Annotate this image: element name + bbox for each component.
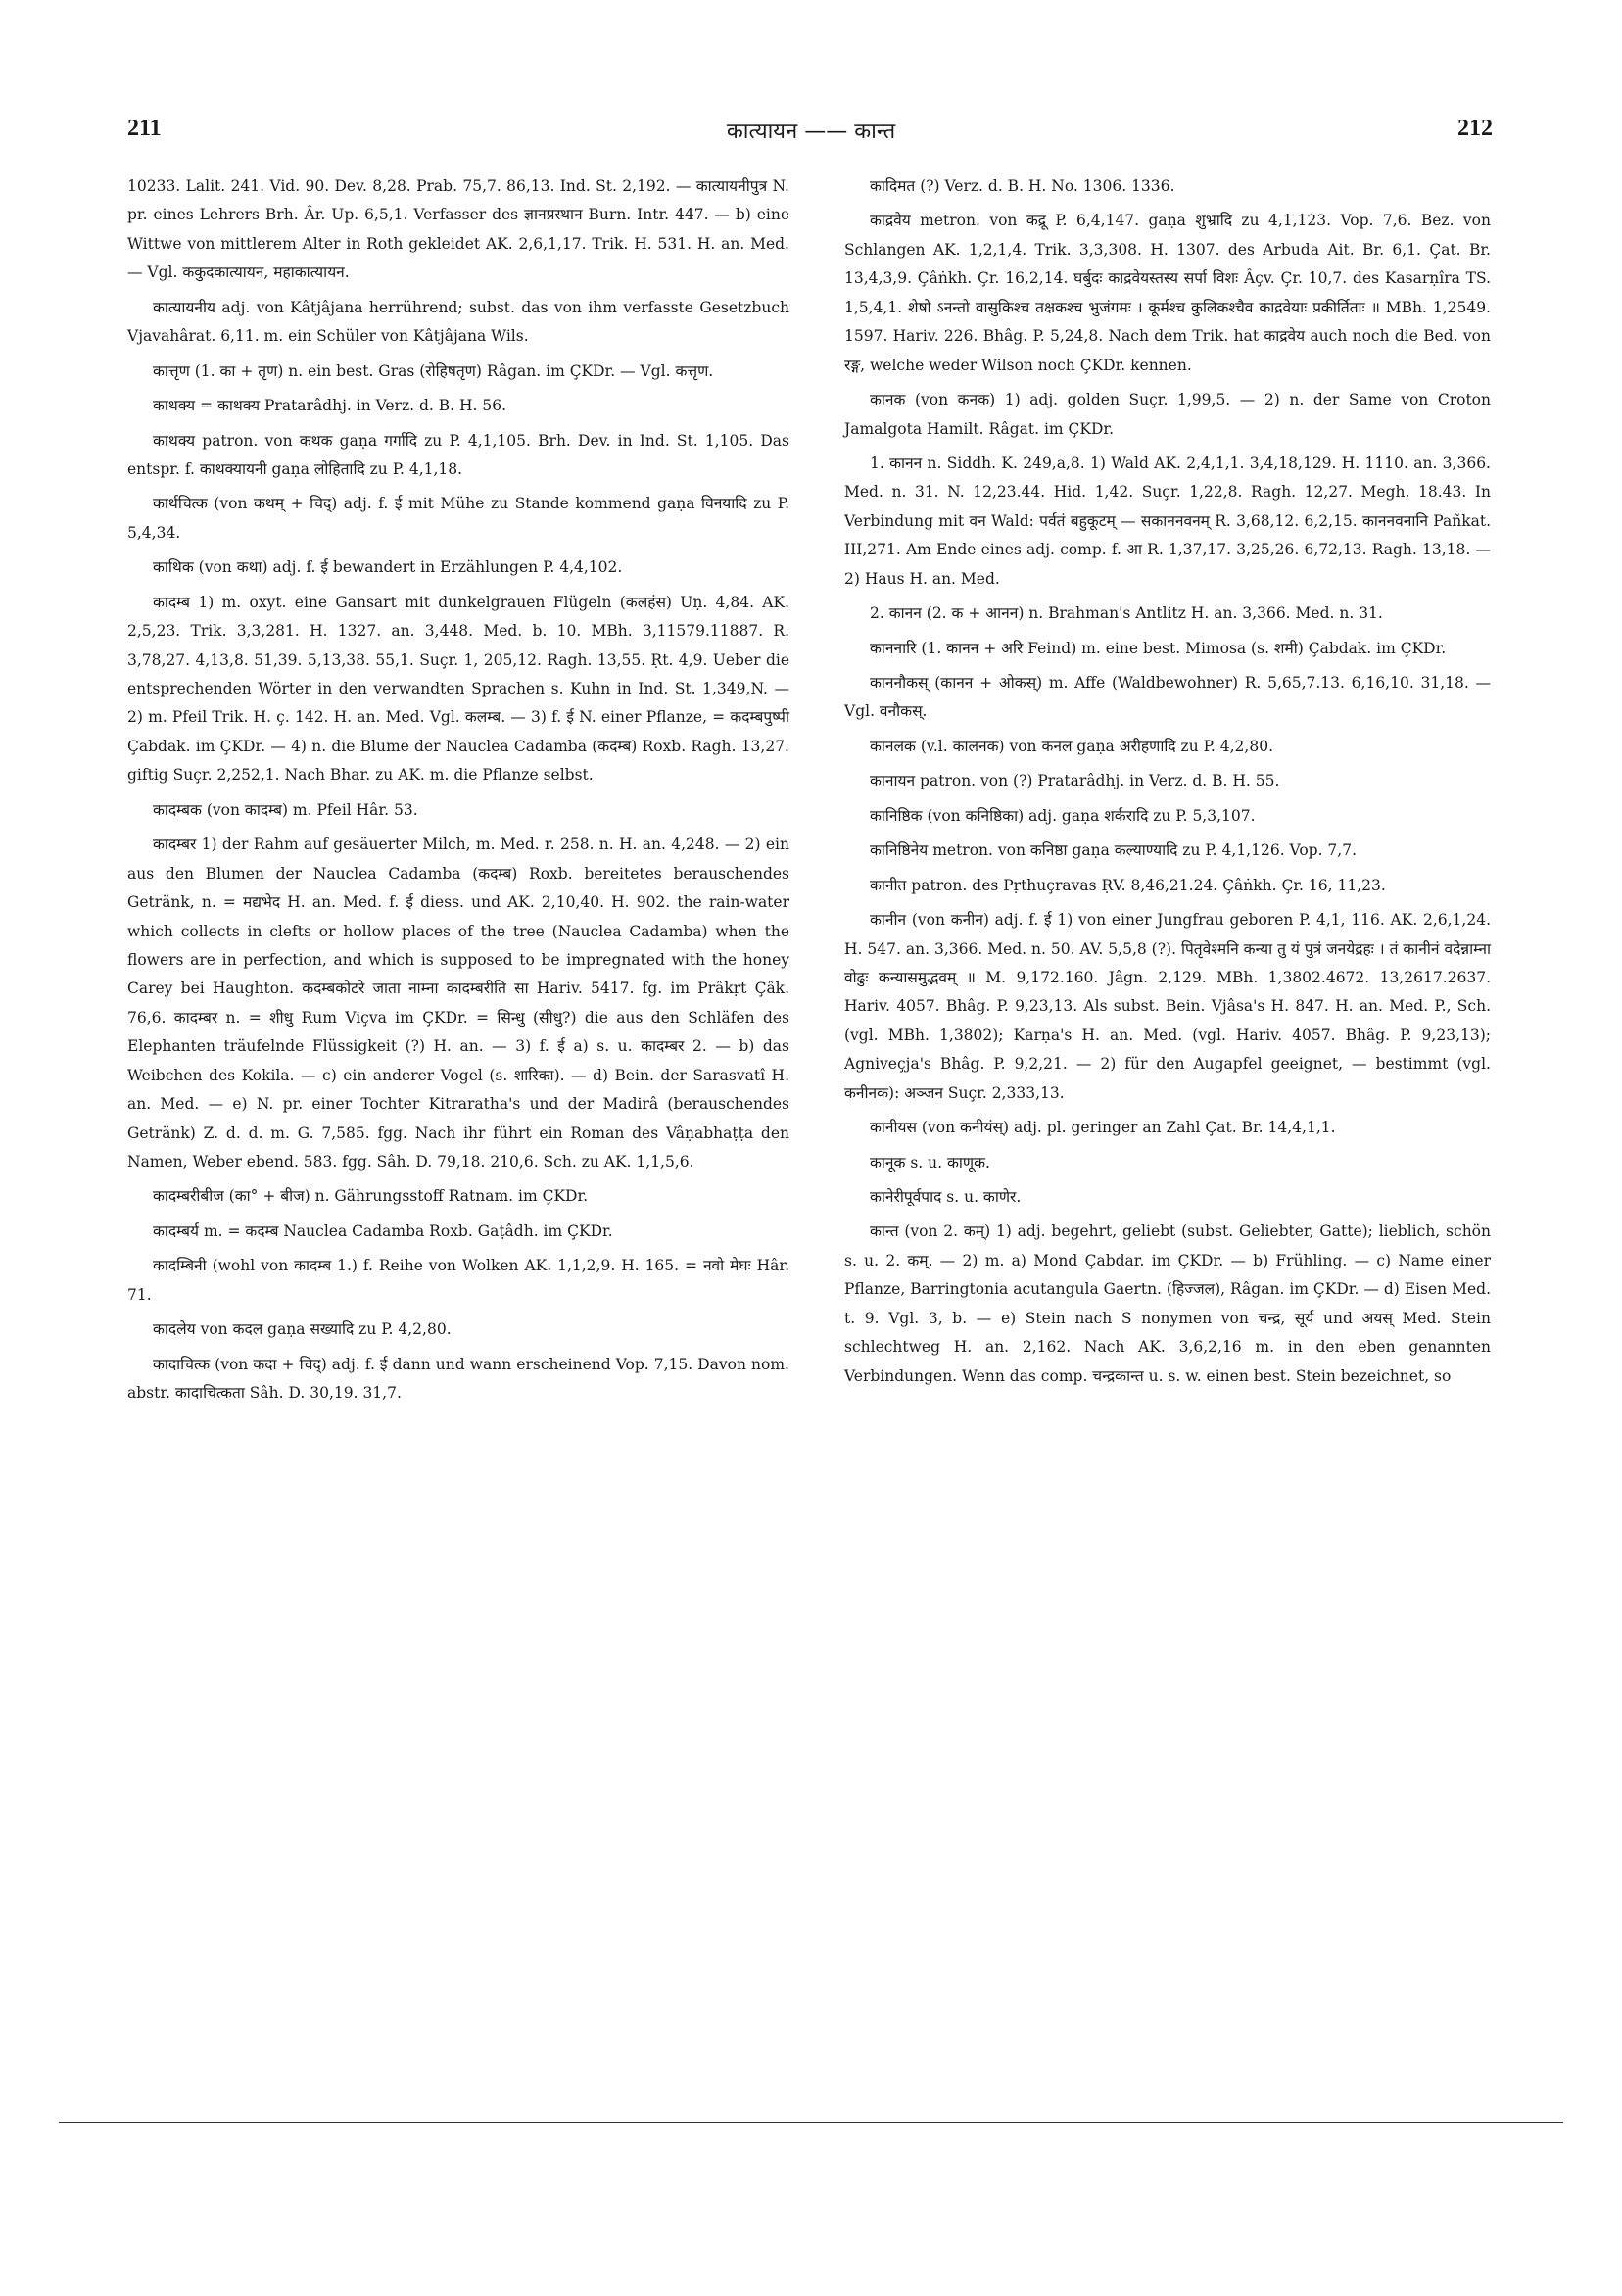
dictionary-entry: कादम्बरीबीज (का° + बीज) n. Gährungsstoff Ratnam. im ÇKDr. xyxy=(153,1187,589,1206)
page-number-left: 211 xyxy=(127,116,162,141)
dictionary-entry: काथक्य patron. von कथक gaṇa गर्गादि zu P. 4,1,105. Brh. Dev. in Ind. St. 1,105. Das entspr. f. काथक्यायनी gaṇa लोहितादि zu P. 4,1,18. xyxy=(127,431,789,478)
dictionary-entry: कानायन patron. von (?) Pratarâdhj. in Verz. d. B. H. 55. xyxy=(870,772,1280,790)
dictionary-entry: कानिष्ठिनेय metron. von कनिष्ठा gaṇa कल्याण्यादि zu P. 4,1,126. Vop. 7,7. xyxy=(870,841,1358,860)
dictionary-entry: कात्यायनीय adj. von Kâtjâjana herrührend; subst. das von ihm verfasste Gesetzbuch Vjavahârat. 6,11. m. ein Schüler von Kâtjâjana Wils. xyxy=(127,298,789,346)
left-column xyxy=(127,172,789,1414)
dictionary-entry: काननौकस् (कानन + ओकस्) m. Affe (Waldbewohner) R. 5,65,7.13. 6,16,10. 31,18. — Vgl. वनौकस्. xyxy=(844,674,1491,721)
running-title: कात्यायन —— कान्त xyxy=(726,120,896,144)
dictionary-entry: कानीत patron. des Pṛthuçravas ṚV. 8,46,21.24. Çâṅkh. Çr. 16, 11,23. xyxy=(870,876,1386,894)
dictionary-entry: कानीन (von कनीन) adj. f. ई 1) von einer Jungfrau geboren P. 4,1, 116. AK. 2,6,1,24. H. 547. an. 3,366. Med. n. 50. AV. 5,5,8 (?). पितृवेश्मनि कन्या तु यं पुत्रं जनयेद्रहः । तं कानीनं वदेन्नाम्ना वोढुः कन्यासमुद्भवम् ॥ M. 9,172.160. Jâgn. 2,129. MBh. 1,3802.4672. 13,2617.2637. Hariv. 4057. Bhâg. P. 9,23,13. Als subst. Bein. Vjâsa's H. 847. H. an. Med. P., Sch. (vgl. MBh. 1,3802); Karṇa's H. an. Med. (vgl. Hariv. 4057. Bhâg. P. 9,23,13); Agniveçja's Bhâg. P. 9,2,21. — 2) für den Augapfel geeignet, — bestimmt (vgl. कनीनक): अञ्जन Suçr. 2,333,13. xyxy=(844,911,1491,1102)
dictionary-entry: काथक्य = काथक्य Pratarâdhj. in Verz. d. B. H. 56. xyxy=(153,397,507,415)
page-header xyxy=(0,116,1622,155)
dictionary-entry: कानेरीपूर्वपाद s. u. काणेर. xyxy=(870,1188,1022,1206)
dictionary-entry: काथिक (von कथा) adj. f. ई bewandert in Erzählungen P. 4,4,102. xyxy=(153,558,623,577)
dictionary-entry: कादम्बक (von कादम्ब) m. Pfeil Hâr. 53. xyxy=(153,800,418,819)
right-column xyxy=(844,172,1491,1397)
dictionary-entry: 10233. Lalit. 241. Vid. 90. Dev. 8,28. Prab. 75,7. 86,13. Ind. St. 2,192. — कात्यायनीपुत्र N. pr. eines Lehrers Brh. Âr. Up. 6,5,1. Verfasser des ज्ञानप्रस्थान Burn. Intr. 447. — b) eine Wittwe von mittlerem Alter in Roth gekleidet AK. 2,6,1,17. Trik. H. 531. H. an. Med. — Vgl. ककुदकात्यायन, महाकात्यायन. xyxy=(127,177,789,282)
dictionary-entry: कानक (von कनक) 1) adj. golden Suçr. 1,99,5. — 2) n. der Same von Croton Jamalgota Hamilt. Râgat. im ÇKDr. xyxy=(844,391,1491,438)
dictionary-entry: कानीयस (von कनीयंस्) adj. pl. geringer an Zahl Çat. Br. 14,4,1,1. xyxy=(870,1119,1336,1137)
page-number-right: 212 xyxy=(1457,116,1493,141)
dictionary-entry: कानलक (v.l. कालनक) von कनल gaṇa अरीहणादि zu P. 4,2,80. xyxy=(870,737,1273,755)
dictionary-entry: काननारि (1. कानन + अरि Feind) m. eine best. Mimosa (s. शमी) Çabdak. im ÇKDr. xyxy=(870,639,1447,657)
dictionary-entry: कादम्बिनी (wohl von कादम्ब 1.) f. Reihe von Wolken AK. 1,1,2,9. H. 165. = नवो मेघः Hâr. 71. xyxy=(127,1257,789,1304)
dictionary-entry: काद्रवेय metron. von कद्रू P. 6,4,147. gaṇa शुभ्रादि zu 4,1,123. Vop. 7,6. Bez. von Schlangen AK. 1,2,1,4. Trik. 3,3,308. H. 1307. des Arbuda Ait. Br. 6,1. Çat. Br. 13,4,3,9. Çâṅkh. Çr. 16,2,14. घर्बुदः काद्रवेयस्तस्य सर्पा विशः Âçv. Çr. 10,7. des Kasarṇîra TS. 1,5,4,1. शेषो ऽनन्तो वासुकिश्च तक्षकश्च भुजंगमः । कूर्मश्च कुलिकश्चैव काद्रवेयाः प्रकीर्तिताः ॥ MBh. 1,2549. 1597. Hariv. 226. Bhâg. P. 5,24,8. Nach dem Trik. hat काद्रवेय auch noch die Bed. von रङ्ग, welche weder Wilson noch ÇKDr. kennen. xyxy=(844,212,1491,374)
dictionary-entry: कानूक s. u. काणूक. xyxy=(870,1153,990,1172)
dictionary-entry: कादम्बर्य m. = कदम्ब Nauclea Cadamba Roxb. Gaṭâdh. im ÇKDr. xyxy=(153,1221,613,1240)
dictionary-entry: 2. कानन (2. क + आनन) n. Brahman's Antlitz H. an. 3,366. Med. n. 31. xyxy=(870,604,1383,623)
dictionary-entry: कार्थचित्क (von कथम् + चिद्) adj. f. ई mit Mühe zu Stande kommend gaṇa विनयादि zu P. 5,4,34. xyxy=(127,495,789,542)
dictionary-entry: कादम्बर 1) der Rahm auf gesäuerter Milch, m. Med. r. 258. n. H. an. 4,248. — 2) ein aus den Blumen der Nauclea Cadamba (कदम्ब) Roxb. bereitetes berauschendes Getränk, n. = मद्यभेद H. an. Med. f. ई diess. und AK. 2,10,40. H. 902. the rain-water which collects in clefts or hollow places of the tree (Nauclea Cadamba) when the flowers are in perfection, and which is supposed to be impregnated with the honey Carey bei Haughton. कदम्बकोटरे जाता नाम्ना कादम्बरीति सा Hariv. 5417. fg. im Prâkṛt Çâk. 76,6. कादम्बर n. = शीधु Rum Viçva im ÇKDr. = सिन्धु (सीधु?) die aus den Schläfen des Elephanten träufelnde Flüssigkeit (?) H. an. — 3) f. ई a) s. u. कादम्बर 2. — b) das Weibchen des Kokila. — c) ein anderer Vogel (s. शारिका). — d) Bein. der Sarasvatî H. an. Med. — e) N. pr. einer Tochter Kitraratha's und der Madirâ (berauschendes Getränk) Z. d. d. m. G. 7,585. fgg. Nach ihr führt ein Roman des Vâṇabhaṭṭa den Namen, Weber ebend. 583. fgg. Sâh. D. 79,18. 210,6. Sch. zu AK. 1,1,5,6. xyxy=(127,836,789,1171)
dictionary-entry: कानिष्ठिक (von कनिष्ठिका) adj. gaṇa शर्करादि zu P. 5,3,107. xyxy=(870,806,1256,825)
dictionary-entry: कान्त (von 2. कम्) 1) adj. begehrt, geliebt (subst. Geliebter, Gatte); lieblich, schön s. u. 2. कम्. — 2) m. a) Mond Çabdar. im ÇKDr. — b) Frühling. — c) Name einer Pflanze, Barringtonia acutangula Gaertn. (हिज्जल), Râgan. im ÇKDr. — d) Eisen Med. t. 9. Vgl. 3, b. — e) Stein nach S nonymen von चन्द्र, सूर्य und अयस् Med. Stein schlechtweg H. an. 2,162. Nach AK. 3,6,2,16 m. in den eben genannten Verbindungen. Wenn das comp. चन्द्रकान्त u. s. w. einen best. Stein bezeichnet, so xyxy=(844,1222,1491,1385)
dictionary-entry: 1. कानन n. Siddh. K. 249,a,8. 1) Wald AK. 2,4,1,1. 3,4,18,129. H. 1110. an. 3,366. Med. n. 31. N. 12,23.44. Hid. 1,42. Suçr. 1,22,8. Ragh. 12,27. Megh. 18.43. In Verbindung mit वन Wald: पर्वतं बहुकूटम् — सकाननवनम् R. 3,68,12. 6,2,15. काननवनानि Pañkat. III,271. Am Ende eines adj. comp. f. आ R. 1,37,17. 3,25,26. 6,72,13. Ragh. 13,18. — 2) Haus H. an. Med. xyxy=(844,454,1491,588)
dictionary-entry: कादम्ब 1) m. oxyt. eine Gansart mit dunkelgrauen Flügeln (कलहंस) Uṇ. 4,84. AK. 2,5,23. Trik. 3,3,281. H. 1327. an. 3,448. Med. b. 10. MBh. 3,11579.11887. R. 3,78,27. 4,13,8. 51,39. 5,13,38. 55,1. Suçr. 1, 205,12. Ragh. 13,55. Ṛt. 4,9. Ueber die entsprechenden Wörter in den verwandten Sprachen s. Kuhn in Ind. St. 1,349,N. — 2) m. Pfeil Trik. H. ç. 142. H. an. Med. Vgl. कलम्ब. — 3) f. ई N. einer Pflanze, = कदम्बपुष्पी Çabdak. im ÇKDr. — 4) n. die Blume der Nauclea Cadamba (कदम्ब) Roxb. Ragh. 13,27. giftig Suçr. 2,252,1. Nach Bhar. zu AK. m. die Pflanze selbst. xyxy=(127,593,789,785)
dictionary-entry: कात्तृण (1. का + तृण) n. ein best. Gras (रोहिषतृण) Râgan. im ÇKDr. — Vgl. कत्तृण. xyxy=(153,361,714,380)
dictionary-entry: कादाचित्क (von कदा + चिद्) adj. f. ई dann und wann erscheinend Vop. 7,15. Davon nom. abstr. कादाचित्कता Sâh. D. 30,19. 31,7. xyxy=(127,1355,789,1403)
footer-rule xyxy=(59,2122,1563,2123)
dictionary-entry: कादलेय von कदल gaṇa सख्यादि zu P. 4,2,80. xyxy=(153,1320,452,1339)
dictionary-entry: कादिमत (?) Verz. d. B. H. No. 1306. 1336. xyxy=(870,177,1175,195)
